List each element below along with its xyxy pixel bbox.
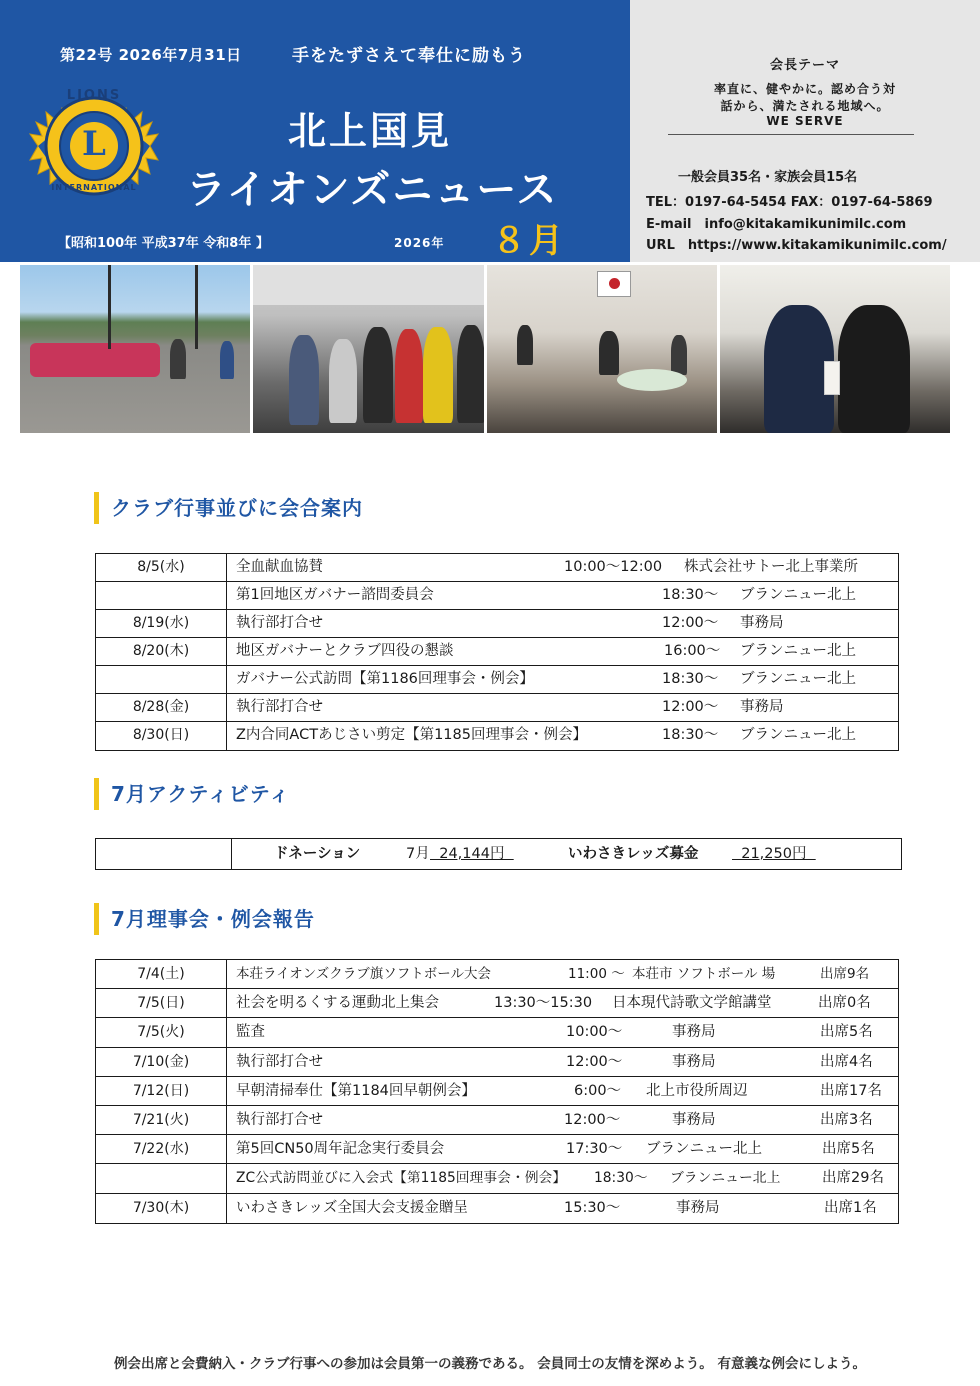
event-time: 10:00～12:00: [564, 559, 663, 575]
report-event: 第5回CN50周年記念実行委員会: [236, 1141, 445, 1158]
donation-handover-photo: [720, 265, 950, 433]
report-event: 早朝清掃奉仕【第1184回早朝例会】: [236, 1082, 476, 1099]
report-event: ZC公式訪問並びに入会式【第1185回理事会・例会】: [236, 1170, 567, 1187]
report-time: 10:00～: [566, 1024, 623, 1041]
event-time: 16:00～: [664, 643, 721, 659]
report-attendance: 出席3名: [820, 1111, 873, 1128]
report-attendance: 出席17名: [820, 1082, 882, 1099]
report-place: ブランニュー北上: [646, 1141, 762, 1158]
event-time: 18:30～: [662, 671, 719, 687]
theme-heading: 会長テーマ: [769, 58, 840, 73]
table-row: [96, 1106, 898, 1135]
logo-top-text: LIONS: [66, 88, 122, 103]
fund-amount: 21,250円: [732, 846, 816, 862]
donation-table: [95, 838, 902, 870]
event-date: 8/5(水): [96, 554, 227, 581]
event-place: 事務局: [740, 615, 784, 631]
event-time: 18:30～: [662, 587, 719, 603]
theme-line-2: 話から、満たされる地域へ。: [720, 99, 890, 113]
report-time: 6:00～: [574, 1082, 622, 1099]
table-row: [96, 1018, 898, 1047]
report-event: いわさきレッズ全国大会支援金贈呈: [236, 1199, 468, 1216]
logo-center-letter: L: [82, 124, 106, 164]
newsletter-title-line1: 北上国見: [288, 109, 453, 153]
table-row: [96, 1194, 898, 1223]
report-time: 17:30～: [566, 1141, 623, 1158]
report-time: 15:30～: [564, 1199, 621, 1216]
report-date: 7/10(金): [96, 1048, 227, 1076]
donation-empty-cell: [96, 839, 232, 869]
header-banner: [0, 0, 630, 262]
report-place: 事務局: [676, 1199, 720, 1216]
event-name: 執行部打合せ: [236, 615, 323, 631]
event-date: 8/30(日): [96, 722, 227, 750]
event-place: 事務局: [740, 699, 784, 715]
report-event: 本荘ライオンズクラブ旗ソフトボール大会: [236, 966, 492, 982]
table-row: [96, 638, 898, 666]
theme-line-3: WE SERVE: [766, 114, 844, 128]
table-row: [96, 582, 898, 610]
report-attendance: 出席0名: [818, 995, 871, 1012]
banquet-hall-photo: [487, 265, 717, 433]
donation-label: ドネーション: [274, 846, 361, 862]
report-date: 7/5(火): [96, 1018, 227, 1046]
donation-month: 7月: [406, 846, 430, 862]
table-row: [96, 960, 898, 989]
report-time: 12:00～: [564, 1111, 621, 1128]
report-attendance: 出席5名: [820, 1024, 873, 1041]
event-name: 第1回地区ガバナー諮問委員会: [236, 587, 434, 603]
header-info-panel: [630, 0, 980, 262]
event-time: 12:00～: [662, 615, 719, 631]
event-place: ブランニュー北上: [740, 643, 856, 659]
event-place: 株式会社サトー北上事業所: [684, 559, 858, 575]
logo-bottom-text: INTERNATIONAL: [51, 183, 137, 192]
club-slogan: 手をたずさえて奉仕に励もう: [292, 46, 526, 66]
events-section-title: クラブ行事並びに会合案内: [94, 492, 363, 524]
report-date: 7/12(日): [96, 1077, 227, 1105]
theme-divider: [668, 134, 914, 135]
newsletter-title-line2: ライオンズニュース: [186, 167, 559, 213]
contact-email: E-mail info@kitakamikunimilc.com: [646, 217, 907, 232]
donation-amount: 24,144円: [430, 846, 514, 862]
report-place: ブランニュー北上: [670, 1170, 781, 1187]
report-event: 監査: [236, 1024, 265, 1041]
event-place: ブランニュー北上: [740, 587, 856, 603]
contact-tel-fax: TEL：0197-64-5454 FAX：0197-64-5869: [646, 195, 933, 210]
report-date: [96, 1164, 227, 1192]
footer-motto: 例会出席と会費納入・クラブ行事への参加は会員第一の義務である。 会員同士の友情を深めよう。 有意義な例会にしよう。: [114, 1356, 866, 1372]
report-time: 13:30～15:30: [494, 995, 593, 1012]
report-date: 7/4(土): [96, 960, 227, 988]
report-attendance: 出席29名: [822, 1170, 884, 1187]
contact-url: URL https://www.kitakamikunimilc.com/: [646, 238, 947, 253]
report-event: 社会を明るくする運動北上集会: [236, 995, 439, 1012]
events-table: [95, 553, 899, 751]
event-date: 8/20(木): [96, 638, 227, 665]
event-time: 18:30～: [662, 727, 719, 743]
report-attendance: 出席5名: [822, 1141, 875, 1158]
report-time: 12:00～: [566, 1053, 623, 1070]
event-date: [96, 582, 227, 609]
report-place: 事務局: [672, 1053, 716, 1070]
group-outdoor-photo: [253, 265, 483, 433]
year-label: 2026年: [394, 236, 445, 250]
report-date: 7/30(木): [96, 1194, 227, 1223]
event-place: ブランニュー北上: [740, 671, 856, 687]
event-name: 地区ガバナーとクラブ四役の懇談: [236, 643, 454, 659]
report-section-title: 7月理事会・例会報告: [94, 903, 315, 935]
report-attendance: 出席1名: [824, 1199, 877, 1216]
report-place: 北上市役所周辺: [646, 1082, 748, 1099]
report-attendance: 出席9名: [820, 966, 870, 982]
event-date: 8/28(金): [96, 694, 227, 721]
report-time: 18:30～: [594, 1170, 648, 1187]
table-row: [96, 989, 898, 1018]
activity-section-title: 7月アクティビティ: [94, 778, 290, 810]
report-table: [95, 959, 899, 1224]
month-label: ８月: [492, 221, 566, 261]
report-place: 事務局: [672, 1024, 716, 1041]
report-event: 執行部打合せ: [236, 1111, 323, 1128]
event-date: 8/19(水): [96, 610, 227, 637]
table-row: [96, 722, 898, 750]
fund-label: いわさきレッズ募金: [568, 846, 699, 862]
table-row: [96, 1048, 898, 1077]
table-row: [96, 554, 898, 582]
table-row: [96, 1135, 898, 1164]
event-name: Z内合同ACTあじさい剪定【第1185回理事会・例会】: [236, 727, 587, 743]
report-attendance: 出席4名: [820, 1053, 873, 1070]
report-place: 本荘市 ソフトボール 場: [632, 966, 776, 982]
softball-field-photo: [20, 265, 250, 433]
report-place: 事務局: [672, 1111, 716, 1128]
report-time: 11:00 ～: [568, 966, 625, 982]
report-date: 7/21(火): [96, 1106, 227, 1134]
table-row: [96, 666, 898, 694]
theme-line-1: 率直に、健やかに。認め合う対: [713, 82, 896, 96]
event-name: 執行部打合せ: [236, 699, 323, 715]
era-label: 【昭和100年 平成37年 令和8年 】: [58, 236, 269, 251]
event-name: 全血献血協賛: [236, 559, 323, 575]
member-count: 一般会員35名・家族会員15名: [678, 170, 858, 185]
report-event: 執行部打合せ: [236, 1053, 323, 1070]
photo-strip: [20, 265, 950, 433]
report-place: 日本現代詩歌文学館講堂: [612, 995, 772, 1012]
table-row: [96, 1077, 898, 1106]
event-name: ガバナー公式訪問【第1186回理事会・例会】: [236, 671, 534, 687]
issue-number: 第22号 2026年7月31日: [60, 46, 242, 64]
event-date: [96, 666, 227, 693]
event-time: 12:00～: [662, 699, 719, 715]
table-row: [96, 1164, 898, 1193]
event-place: ブランニュー北上: [740, 727, 856, 743]
report-date: 7/5(日): [96, 989, 227, 1017]
table-row: [96, 610, 898, 638]
report-date: 7/22(水): [96, 1135, 227, 1163]
table-row: [96, 694, 898, 722]
